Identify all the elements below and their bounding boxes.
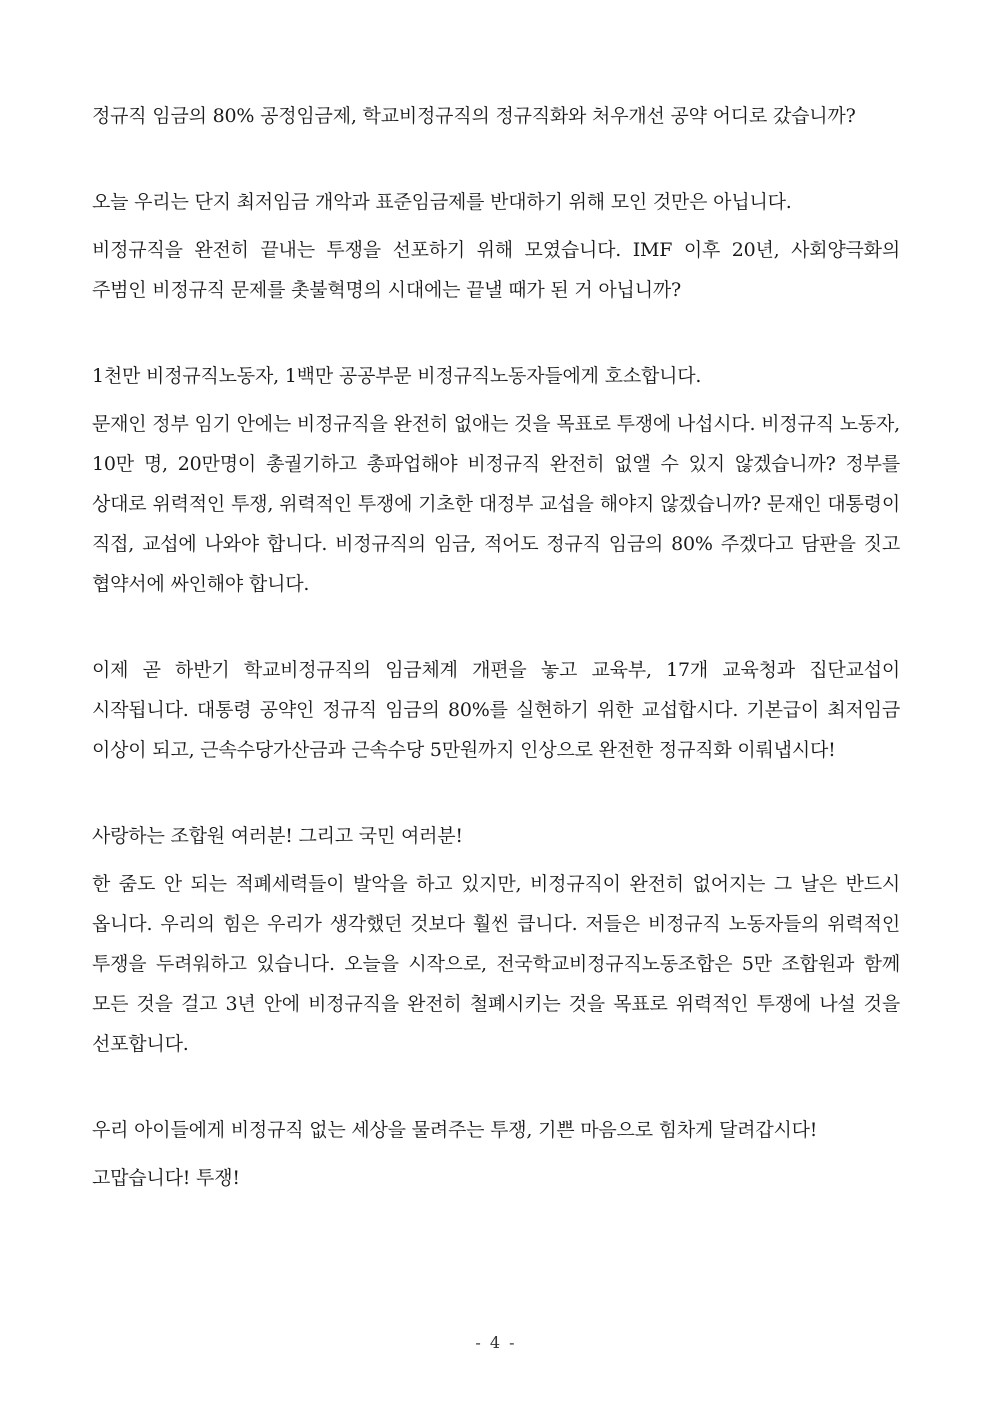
- paragraph-gap: [92, 1064, 900, 1110]
- paragraph-appeal-workers: 1천만 비정규직노동자, 1백만 공공부문 비정규직노동자들에게 호소합니다.: [92, 365, 702, 387]
- paragraph-address-members: 사랑하는 조합원 여러분! 그리고 국민 여러분!: [92, 825, 463, 847]
- paragraph-gap: [92, 770, 900, 816]
- page-number: - 4 -: [475, 1333, 517, 1352]
- paragraph-declaration: 한 줌도 안 되는 적폐세력들이 발악을 하고 있지만, 비정규직이 완전히 없어지는 그 날은 반드시 옵니다. 우리의 힘은 우리가 생각했던 것보다 훨씬 큽니다. 저들은 비정규직 노동자들의 위력적인 투쟁을 두려워하고 있습니다. 오늘을 시작으로, 전국학교비정규직노동조합은 5만 조합원과 함께 모든 것을 걸고 3년 안에 비정규직을 완전히 철폐시키는 것을 목표로 위력적인 투쟁에 나설 것을 선포합니다.: [92, 873, 900, 1055]
- paragraph-gap: [92, 136, 900, 182]
- paragraph-declare-struggle: 비정규직을 완전히 끝내는 투쟁을 선포하기 위해 모였습니다. IMF 이후 20년, 사회양극화의 주범인 비정규직 문제를 촛불혁명의 시대에는 끝낼 때가 된 거 아닙니까?: [92, 239, 900, 301]
- paragraph-gap: [92, 604, 900, 650]
- paragraph-not-only-opposition: 오늘 우리는 단지 최저임금 개악과 표준임금제를 반대하기 위해 모인 것만은 아닙니다.: [92, 191, 792, 213]
- paragraph-collective-bargaining: 이제 곧 하반기 학교비정규직의 임금체계 개편을 놓고 교육부, 17개 교육청과 집단교섭이 시작됩니다. 대통령 공약인 정규직 임금의 80%를 실현하기 위한 교섭합시다. 기본급이 최저임금 이상이 되고, 근속수당가산금과 근속수당 5만원까지 인상으로 완전한 정규직화 이뤄냅시다!: [92, 659, 900, 761]
- paragraph-thanks: 고맙습니다! 투쟁!: [92, 1167, 240, 1189]
- paragraph-pledge-question: 정규직 임금의 80% 공정임금제, 학교비정규직의 정규직화와 처우개선 공약 어디로 갔습니까?: [92, 105, 856, 127]
- paragraph-closing-call: 우리 아이들에게 비정규직 없는 세상을 물려주는 투쟁, 기쁜 마음으로 힘차게 달려갑시다!: [92, 1119, 818, 1141]
- paragraph-gap: [92, 310, 900, 356]
- paragraph-government-negotiation: 문재인 정부 임기 안에는 비정규직을 완전히 없애는 것을 목표로 투쟁에 나섭시다. 비정규직 노동자, 10만 명, 20만명이 총궐기하고 총파업해야 비정규직 완전히 없앨 수 있지 않겠습니까? 정부를 상대로 위력적인 투쟁, 위력적인 투쟁에 기초한 대정부 교섭을 해야지 않겠습니까? 문재인 대통령이 직접, 교섭에 나와야 합니다. 비정규직의 임금, 적어도 정규직 임금의 80% 주겠다고 담판을 짓고 협약서에 싸인해야 합니다.: [92, 413, 900, 595]
- document-body: [92, 96, 900, 1198]
